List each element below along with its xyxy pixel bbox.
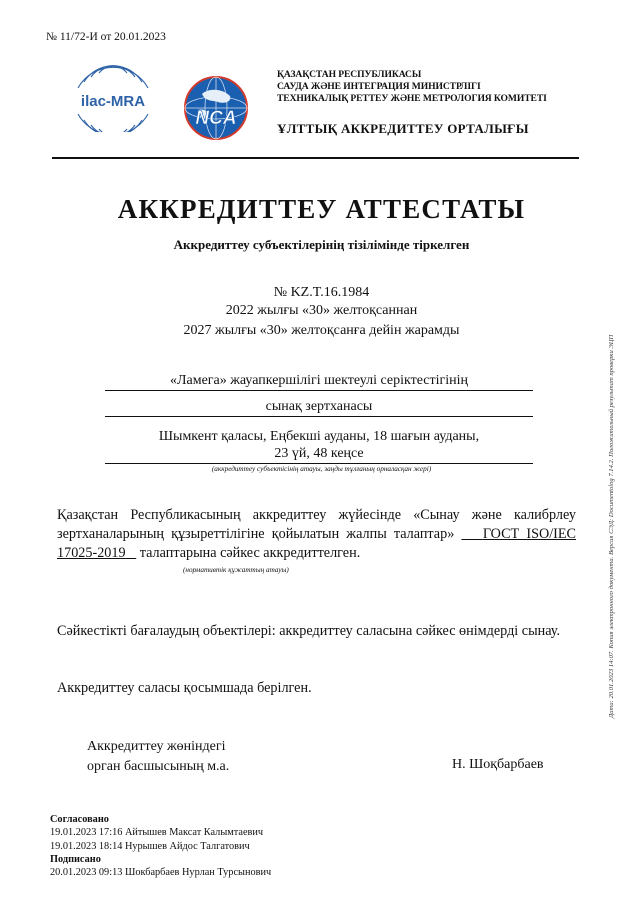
assessment-objects-paragraph: Сәйкестікті бағалаудың объектілері: аккредиттеу саласына сәйкес өнімдерді сынау. [57, 623, 561, 639]
paragraph-text-start: Қазақстан Республикасының аккредиттеу жүйесінде «Сынау және калибрлеу зертханаларының құзыреттілігіне қойылатын жалпы талаптар» [57, 507, 576, 542]
nca-logo-text: NCA [195, 108, 237, 129]
standard-name: ГОСТ ISO/IEC 17025-2019 [57, 526, 577, 561]
nca-logo [172, 72, 260, 144]
header-divider [52, 157, 579, 159]
electronic-copy-stamp: Дата: 20.01.2023 14:07. Копия электронного документа. Версия СЭД: Documentolog 7.14.2. Положительный результат проверки ЭЦП [608, 334, 615, 718]
address-line2: 23 үй, 48 кеңсе [274, 446, 364, 461]
signed-entry: 20.01.2023 09:13 Шокбарбаев Нурлан Турсынович [50, 867, 272, 879]
signatory-position-line2: орган басшысының м.а. [87, 759, 230, 774]
organization-name-line2: сынақ зертханасы [105, 399, 533, 417]
valid-from: 2022 жылғы «30» желтоқсаннан [225, 303, 418, 318]
signatory-position [87, 737, 229, 777]
document-number: № 11/72-И от 20.01.2023 [46, 31, 166, 43]
approval-log [50, 813, 271, 879]
organization-address [105, 428, 533, 464]
header-republic: ҚАЗАҚСТАН РЕСПУБЛИКАСЫ [277, 69, 422, 80]
signatory-name: Н. Шоқбарбаев [452, 757, 544, 772]
ilac-mra-logo [64, 64, 162, 132]
approved-label: Согласовано [50, 814, 109, 825]
standard-caption: (нормативтік құжаттың атауы) [183, 566, 289, 574]
header-committee: ТЕХНИКАЛЫҚ РЕТТЕУ ЖӘНЕ МЕТРОЛОГИЯ КОМИТЕТІ [277, 93, 547, 104]
paragraph-text-end: талаптарына сәйкес аккредиттелген. [139, 545, 361, 561]
organization-name-line1: «Ламега» жауапкершілігі шектеулі серіктестігінің [105, 373, 533, 391]
approval-entry: 19.01.2023 18:14 Нурышев Айдос Талгатович [50, 840, 250, 852]
document-title: АККРЕДИТТЕУ АТТЕСТАТЫ [117, 194, 526, 224]
organization-caption: (аккредиттеу субъектісінің атауы, заңды тұлғаның орналасқан жері) [211, 465, 432, 473]
signed-label: Подписано [50, 853, 101, 865]
scope-note-paragraph: Аккредиттеу саласы қосымшада берілген. [57, 680, 312, 696]
header-center-name: ҰЛТТЫҚ АККРЕДИТТЕУ ОРТАЛЫҒЫ [277, 121, 529, 136]
address-line1: Шымкент қаласы, Еңбекші ауданы, 18 шағын ауданы, [158, 429, 480, 444]
registration-number: № KZ.T.16.1984 [273, 285, 370, 300]
valid-to: 2027 жылғы «30» желтоқсанға дейін жарамды [183, 323, 460, 338]
approval-entry: 19.01.2023 17:16 Айтышев Максат Калымтаевич [50, 827, 264, 839]
ilac-logo-text: ilac-MRA [80, 93, 146, 110]
accreditation-paragraph [57, 506, 576, 563]
document-subtitle: Аккредиттеу субъектілерінің тізілімінде тіркелген [173, 237, 470, 252]
signatory-position-line1: Аккредиттеу жөніндегі [87, 739, 226, 754]
header-ministry: САУДА ЖӘНЕ ИНТЕГРАЦИЯ МИНИСТРЛІГІ [277, 81, 481, 92]
